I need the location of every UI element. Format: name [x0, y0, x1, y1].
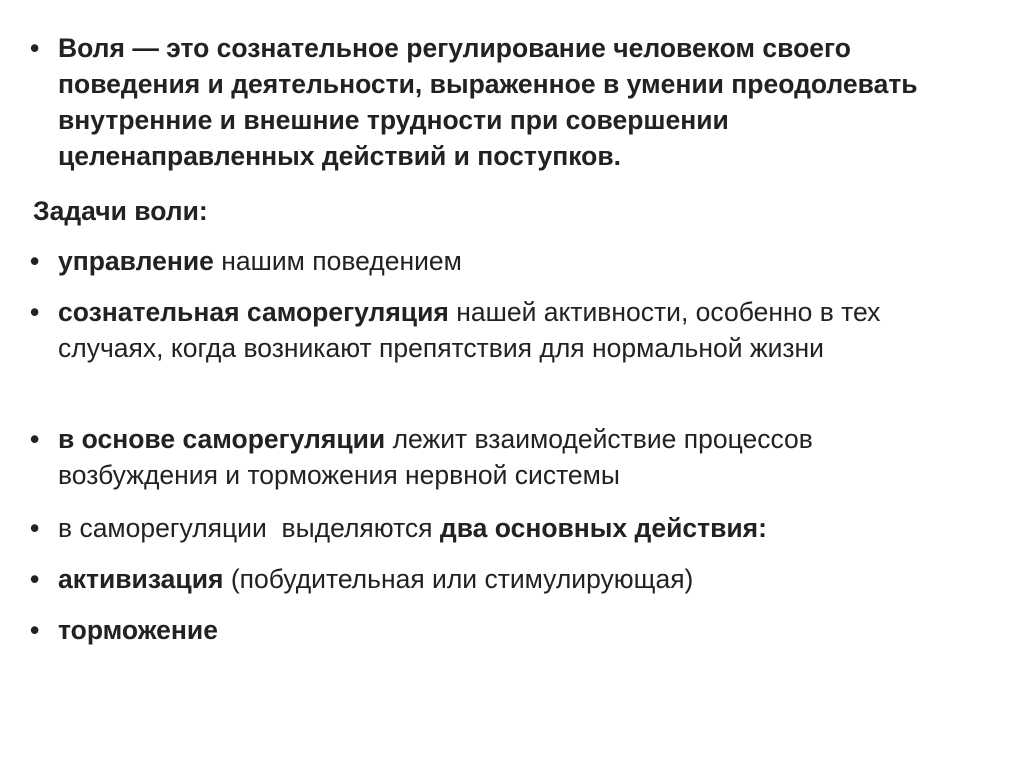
list-item [0, 243, 1024, 279]
item-text: лежит взаимодействие процессов возбуждения и торможения нервной системы [58, 424, 813, 490]
item-bold-text: два основных действия: [439, 513, 767, 543]
tasks-heading-block [0, 193, 1024, 229]
bullet-icon: • [30, 615, 40, 645]
definition-block [0, 30, 1024, 174]
bullet-icon: • [30, 297, 40, 327]
item-bold-text: в основе саморегуляции [58, 424, 386, 454]
task-item-6 [0, 612, 1024, 648]
list-item [0, 421, 1024, 493]
list-item [0, 510, 1024, 546]
list-item [0, 612, 1024, 648]
list-item [0, 561, 1024, 597]
list-item [0, 294, 1024, 366]
list-item [0, 30, 1024, 174]
task-item-2 [0, 294, 1024, 366]
item-bold-text: управление [58, 246, 214, 276]
task-item-4 [0, 510, 1024, 546]
bullet-icon: • [30, 33, 40, 63]
tasks-heading: Задачи воли: [33, 196, 208, 226]
item-text: нашим поведением [213, 246, 462, 276]
item-text: нашей активности, особенно в тех случаях, когда возникают препятствия для нормальной жизни [58, 297, 881, 363]
item-bold-text: активизация [58, 564, 224, 594]
task-item-3 [0, 421, 1024, 493]
item-bold-text: торможение [58, 615, 218, 645]
item-text: (побудительная или стимулирующая) [223, 564, 694, 594]
item-bold-text: сознательная саморегуляция [58, 297, 449, 327]
task-item-5 [0, 561, 1024, 597]
definition-text: Воля — это сознательное регулирование человеком своего поведения и деятельности, выраженное в умении преодолевать внутренние и внешние трудности при совершении целенаправленных действий и поступков. [58, 33, 918, 171]
item-text: в саморегуляции выделяются [58, 513, 440, 543]
bullet-icon: • [30, 564, 40, 594]
bullet-icon: • [30, 513, 40, 543]
bullet-icon: • [30, 246, 40, 276]
bullet-icon: • [30, 424, 40, 454]
task-item-1 [0, 243, 1024, 279]
